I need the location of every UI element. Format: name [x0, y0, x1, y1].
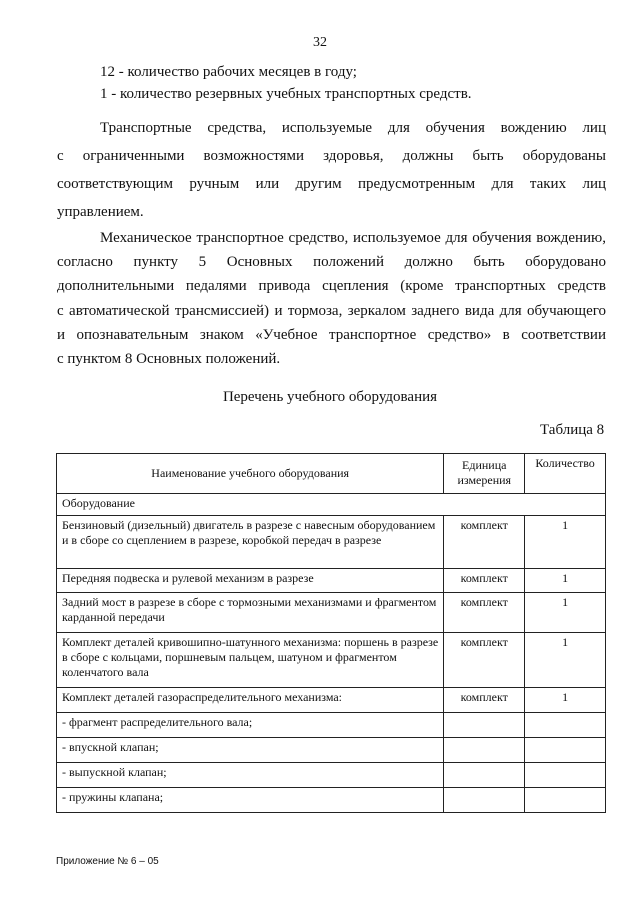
- header-name: Наименование учебного оборудования: [57, 454, 444, 494]
- row-unit: комплект: [444, 569, 525, 593]
- table-group-row: [57, 494, 606, 516]
- row-name: - фрагмент распределительного вала;: [57, 713, 444, 738]
- row-name: Комплект деталей газораспределительного механизма:: [57, 688, 444, 713]
- table-header-row: [57, 454, 606, 494]
- paragraph-2-line-3: дополнительными педалями привода сцепления (кроме транспортных средств: [57, 278, 606, 294]
- row-unit: комплект: [444, 633, 525, 688]
- paragraph-2-line-1: Механическое транспортное средство, используемое для обучения вождению,: [100, 230, 606, 246]
- row-name: Передняя подвеска и рулевой механизм в разрезе: [57, 569, 444, 593]
- section-title: Перечень учебного оборудования: [222, 389, 438, 405]
- row-name: - пружины клапана;: [57, 788, 444, 813]
- row-qty: 1: [525, 516, 606, 569]
- table-row: [57, 763, 606, 788]
- row-qty: [525, 788, 606, 813]
- row-qty: 1: [525, 593, 606, 633]
- table-row: [57, 713, 606, 738]
- equipment-table: [56, 453, 606, 813]
- row-unit: [444, 738, 525, 763]
- row-unit: [444, 763, 525, 788]
- row-name: - впускной клапан;: [57, 738, 444, 763]
- paragraph-2-line-5: и опознавательным знаком «Учебное транспортное средство» в соответствии: [57, 327, 606, 343]
- row-name: Комплект деталей кривошипно-шатунного механизма: поршень в разрезе в сборе с кольцами, поршневым пальцем, шатуном и фрагментом коленчатого вала: [57, 633, 444, 688]
- table-row: [57, 569, 606, 593]
- row-name: - выпускной клапан;: [57, 763, 444, 788]
- row-qty: 1: [525, 688, 606, 713]
- paragraph-2-line-2: согласно пункту 5 Основных положений должно быть оборудовано: [57, 254, 606, 270]
- paragraph-1-line-2: с ограниченными возможностями здоровья, должны быть оборудованы: [57, 148, 606, 164]
- paragraph-1-line-3: соответствующим ручным или другим предусмотренным для таких лиц: [57, 176, 606, 192]
- paragraph-1-line-4: управлением.: [57, 204, 144, 220]
- header-qty: Количество: [525, 454, 606, 494]
- row-name: Задний мост в разрезе в сборе с тормозными механизмами и фрагментом карданной передачи: [57, 593, 444, 633]
- row-unit: комплект: [444, 516, 525, 569]
- table-label: Таблица 8: [540, 422, 605, 438]
- intro-line-2: 1 - количество резервных учебных транспортных средств.: [100, 86, 472, 102]
- intro-line-1: 12 - количество рабочих месяцев в году;: [100, 64, 357, 80]
- header-unit: Единица измерения: [444, 454, 525, 494]
- row-unit: комплект: [444, 593, 525, 633]
- paragraph-2-line-6: с пунктом 8 Основных положений.: [57, 351, 281, 367]
- paragraph-2-line-4: с автоматической трансмиссией) и тормоза, зеркалом заднего вида для обучающего: [57, 303, 606, 319]
- page-number: 32: [313, 35, 327, 50]
- row-unit: [444, 713, 525, 738]
- table-row: [57, 738, 606, 763]
- table-row: [57, 788, 606, 813]
- row-qty: 1: [525, 633, 606, 688]
- table-row: [57, 633, 606, 688]
- row-unit: [444, 788, 525, 813]
- row-qty: [525, 738, 606, 763]
- footer-note: Приложение № 6 – 05: [56, 856, 159, 867]
- row-qty: [525, 713, 606, 738]
- row-qty: 1: [525, 569, 606, 593]
- table-row: [57, 516, 606, 569]
- group-label: Оборудование: [57, 494, 606, 516]
- paragraph-1-line-1: Транспортные средства, используемые для обучения вождению лиц: [100, 120, 606, 136]
- row-unit: комплект: [444, 688, 525, 713]
- table-row: [57, 593, 606, 633]
- row-qty: [525, 763, 606, 788]
- row-name: Бензиновый (дизельный) двигатель в разрезе с навесным оборудованием и в сборе со сцеплением в разрезе, коробкой передач в разрезе: [57, 516, 444, 569]
- table-row: [57, 688, 606, 713]
